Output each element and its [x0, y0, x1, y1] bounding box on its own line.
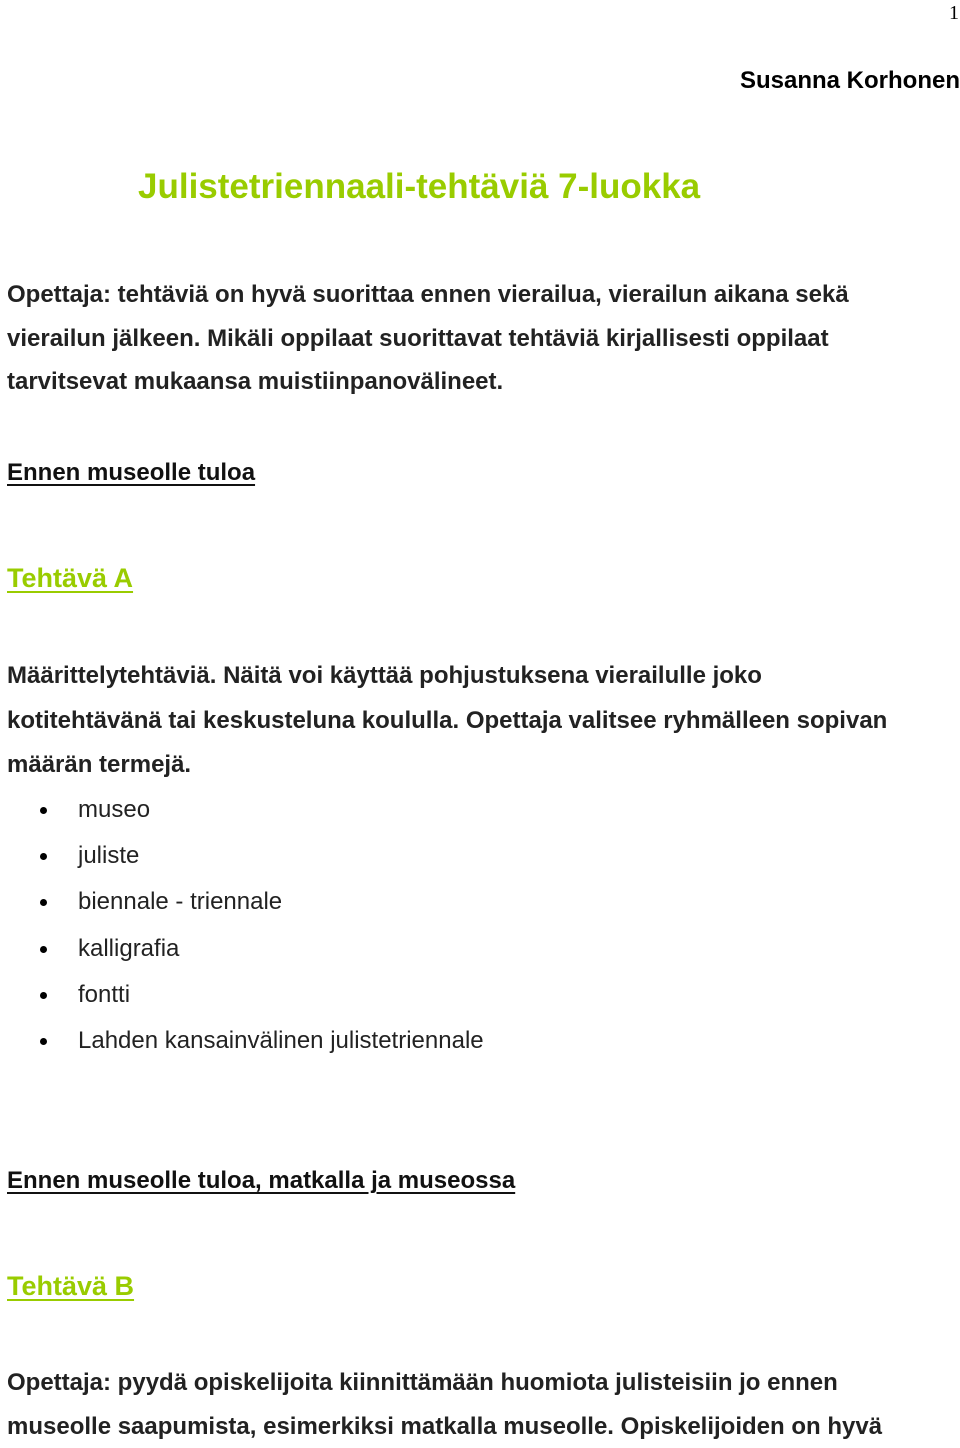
term-label: kalligrafia — [78, 926, 179, 972]
author-name: Susanna Korhonen — [740, 66, 960, 96]
task-a-line: kotitehtävänä tai keskusteluna koululla. Opettaja valitsee ryhmälleen sopivan — [7, 699, 957, 744]
task-a-line: Määrittelytehtäviä. Näitä voi käyttää pohjustuksena vierailulle joko — [7, 654, 957, 699]
intro-line: Opettaja: tehtäviä on hyvä suorittaa ennen vierailua, vierailun aikana sekä — [7, 273, 957, 317]
term-label: museo — [78, 787, 150, 833]
task-b-heading: Tehtävä B — [7, 1271, 134, 1301]
term-label: biennale - triennale — [78, 879, 282, 925]
section-heading-before-and-during-visit: Ennen museolle tuloa, matkalla ja museossa — [7, 1166, 515, 1196]
intro-line: tarvitsevat mukaansa muistiinpanovälineet. — [7, 360, 957, 404]
intro-line: vierailun jälkeen. Mikäli oppilaat suorittavat tehtäviä kirjallisesti oppilaat — [7, 317, 957, 361]
page-number: 1 — [949, 1, 959, 25]
intro-paragraph — [7, 273, 957, 404]
term-label: juliste — [78, 833, 139, 879]
bullet-icon — [40, 992, 47, 999]
bullet-icon — [40, 899, 47, 906]
task-b-line: Opettaja: pyydä opiskelijoita kiinnittämään huomiota julisteisiin jo ennen — [7, 1361, 957, 1405]
task-b-line: museolle saapumista, esimerkiksi matkalla museolle. Opiskelijoiden on hyvä — [7, 1405, 957, 1448]
task-a-description — [7, 654, 957, 788]
section-heading-before-visit: Ennen museolle tuloa — [7, 458, 255, 488]
term-label: Lahden kansainvälinen julistetriennale — [78, 1018, 484, 1064]
task-a-line: määrän termejä. — [7, 743, 957, 788]
document-title: Julistetriennaali-tehtäviä 7-luokka — [138, 166, 700, 208]
task-b-description — [7, 1361, 957, 1448]
bullet-icon — [40, 1038, 47, 1045]
term-label: fontti — [78, 972, 130, 1018]
task-a-heading: Tehtävä A — [7, 563, 133, 593]
bullet-icon — [40, 946, 47, 953]
bullet-icon — [40, 807, 47, 814]
bullet-icon — [40, 853, 47, 860]
